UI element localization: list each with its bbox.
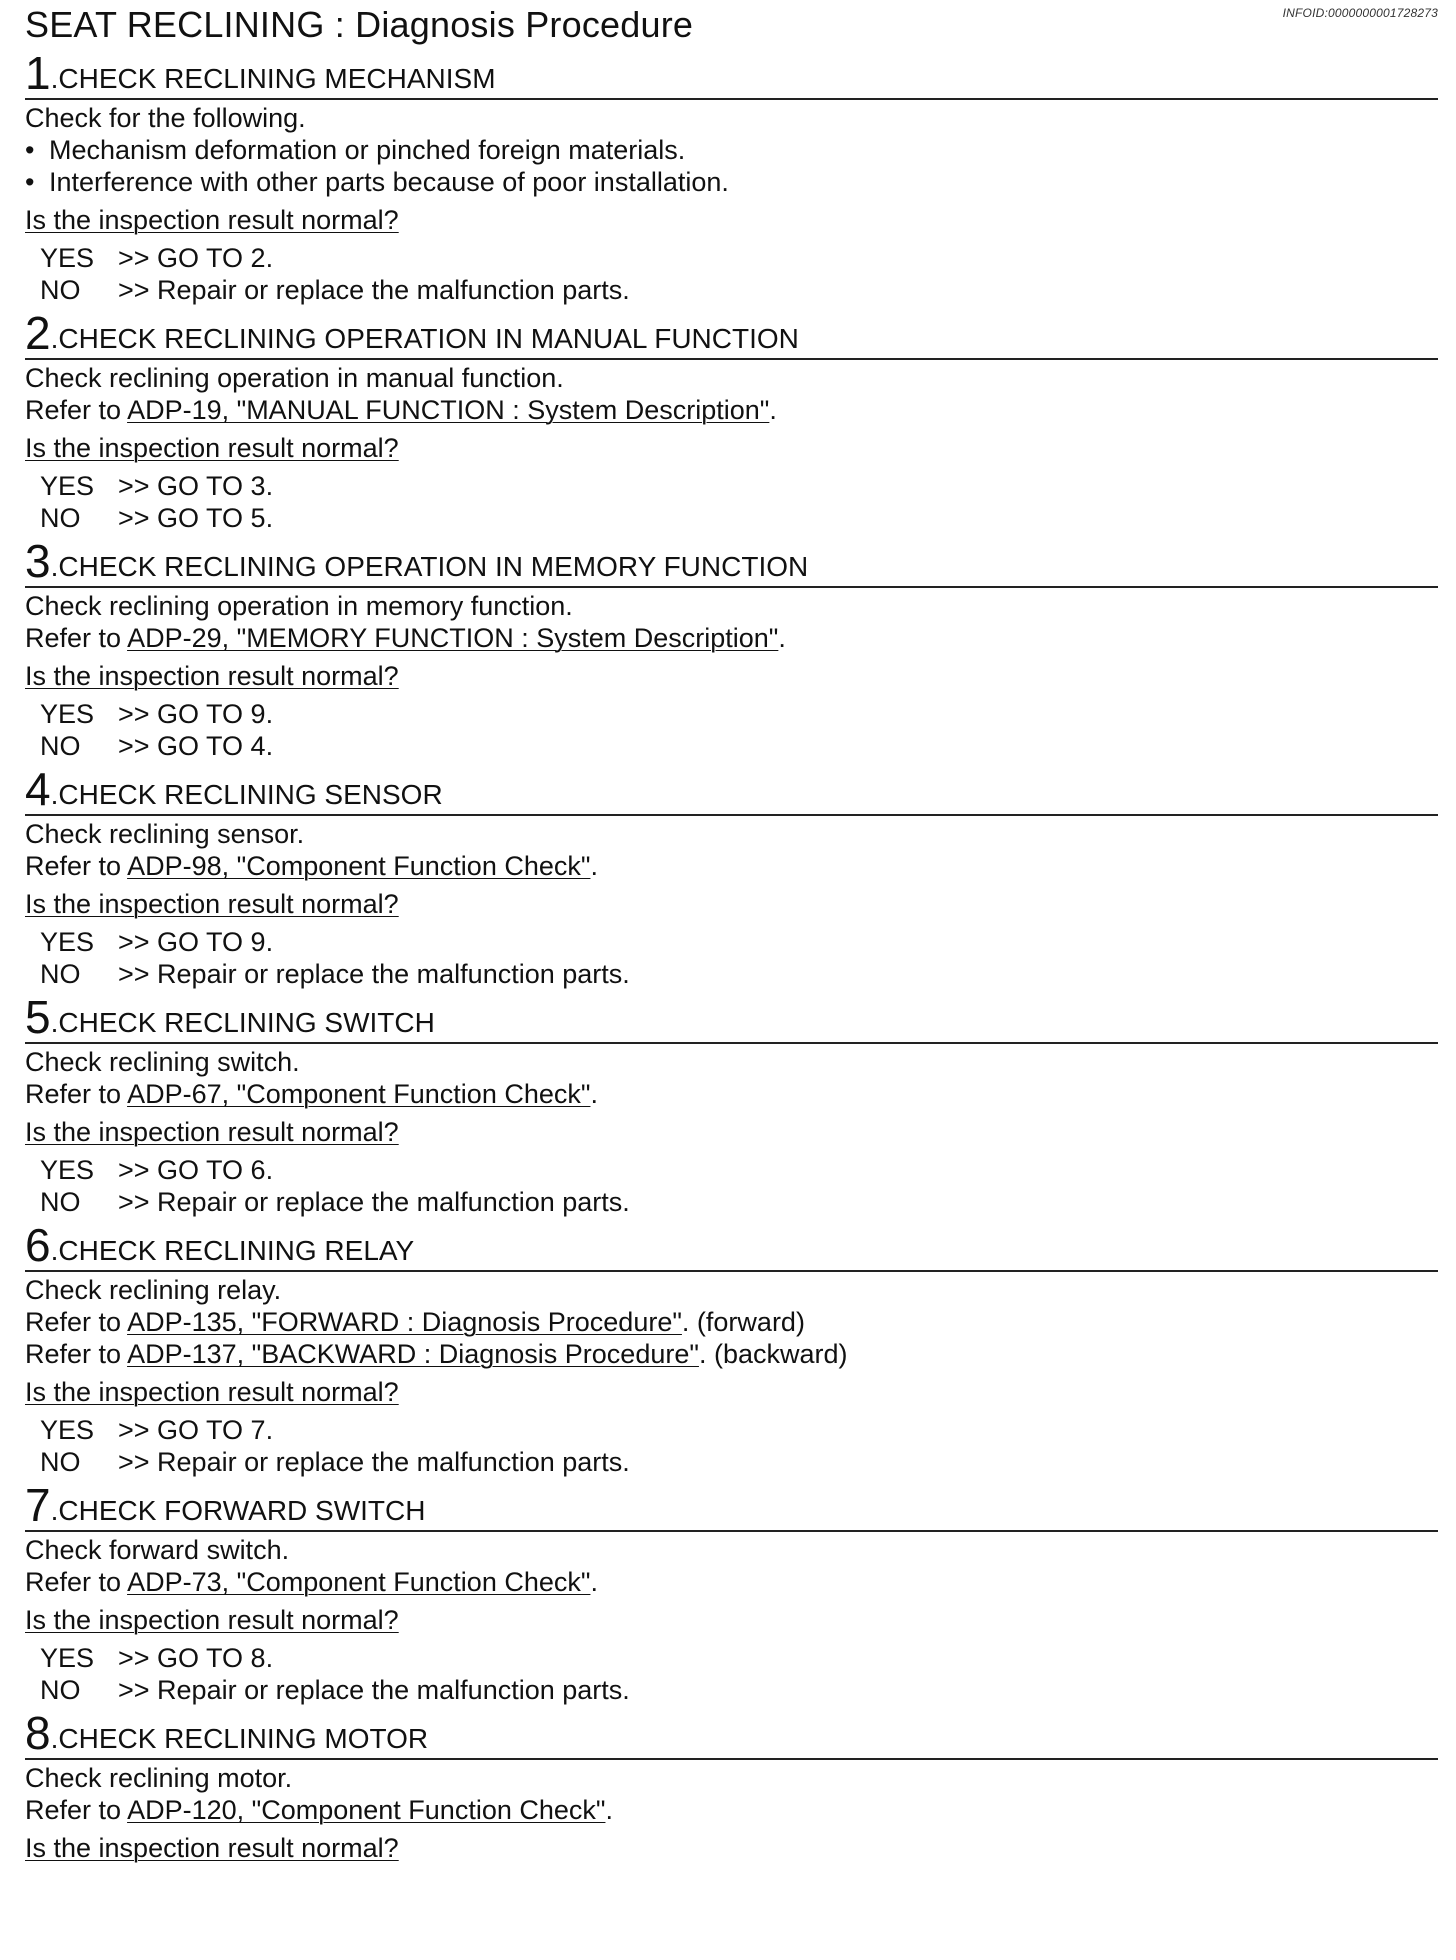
step-body <box>25 1044 1438 1218</box>
step-dot: . <box>50 1007 59 1038</box>
reference-line <box>25 394 1438 426</box>
reference-line <box>25 622 1438 654</box>
inspection-question: Is the inspection result normal? <box>25 661 399 691</box>
inspection-question: Is the inspection result normal? <box>25 889 399 919</box>
step-header <box>25 1218 1438 1272</box>
step-title: CHECK RECLINING SWITCH <box>58 1007 435 1038</box>
info-id: INFOID:0000000001728273 <box>1282 6 1438 20</box>
answer-yes <box>25 1642 1438 1674</box>
answers <box>25 698 1438 762</box>
reference-line <box>25 1078 1438 1110</box>
answer-yes <box>25 926 1438 958</box>
answer-key: NO <box>40 959 81 989</box>
reference-line <box>25 1338 1438 1370</box>
answer-action: >> GO TO 7. <box>118 1415 274 1445</box>
answer-action: >> GO TO 6. <box>118 1155 274 1185</box>
step-title: CHECK RECLINING OPERATION IN MANUAL FUNCTION <box>58 323 799 354</box>
step-6 <box>25 1218 1438 1478</box>
answers <box>25 926 1438 990</box>
step-3 <box>25 534 1438 762</box>
ref-link[interactable]: ADP-98, "Component Function Check" <box>127 851 591 881</box>
step-body <box>25 1532 1438 1706</box>
step-body <box>25 1272 1438 1478</box>
step-intro: Check reclining motor. <box>25 1763 293 1793</box>
ref-prefix: Refer to <box>25 1307 128 1337</box>
inspection-question: Is the inspection result normal? <box>25 1833 399 1863</box>
ref-suffix: . <box>769 395 777 425</box>
answer-yes <box>25 698 1438 730</box>
answer-no <box>25 730 1438 762</box>
step-title: CHECK RECLINING MECHANISM <box>58 63 496 94</box>
answer-key: NO <box>40 1187 81 1217</box>
answer-action: >> Repair or replace the malfunction parts. <box>118 1675 630 1705</box>
answers <box>25 470 1438 534</box>
answer-action: >> GO TO 5. <box>118 503 274 533</box>
answer-key: YES <box>40 471 95 501</box>
step-2 <box>25 306 1438 534</box>
step-dot: . <box>50 1495 59 1526</box>
bullet-icon: • <box>25 167 35 197</box>
ref-suffix: . <box>605 1795 613 1825</box>
bullet-item <box>25 134 1438 166</box>
ref-suffix: . <box>590 851 598 881</box>
step-7 <box>25 1478 1438 1706</box>
answer-no <box>25 1186 1438 1218</box>
step-title: CHECK RECLINING MOTOR <box>58 1723 429 1754</box>
answer-no <box>25 274 1438 306</box>
answer-action: >> Repair or replace the malfunction parts. <box>118 959 630 989</box>
document-page <box>25 4 1438 1864</box>
step-body <box>25 100 1438 306</box>
step-title: CHECK RECLINING OPERATION IN MEMORY FUNCTION <box>58 551 809 582</box>
step-header <box>25 990 1438 1044</box>
step-header <box>25 534 1438 588</box>
answer-no <box>25 1674 1438 1706</box>
answer-yes <box>25 242 1438 274</box>
step-1 <box>25 46 1438 306</box>
bullet-text: Mechanism deformation or pinched foreign materials. <box>49 135 686 165</box>
answer-action: >> Repair or replace the malfunction parts. <box>118 275 630 305</box>
answer-action: >> GO TO 8. <box>118 1643 274 1673</box>
step-header <box>25 1706 1438 1760</box>
ref-prefix: Refer to <box>25 1339 128 1369</box>
answer-key: YES <box>40 243 95 273</box>
step-intro: Check reclining relay. <box>25 1275 282 1305</box>
ref-suffix: . <box>590 1567 598 1597</box>
step-intro: Check reclining switch. <box>25 1047 300 1077</box>
step-body <box>25 360 1438 534</box>
answer-key: NO <box>40 1447 81 1477</box>
answer-key: YES <box>40 1155 95 1185</box>
bullet-icon: • <box>25 135 35 165</box>
answer-action: >> GO TO 4. <box>118 731 274 761</box>
step-header <box>25 1478 1438 1532</box>
inspection-question: Is the inspection result normal? <box>25 205 399 235</box>
step-8 <box>25 1706 1438 1864</box>
step-dot: . <box>50 1723 59 1754</box>
inspection-question: Is the inspection result normal? <box>25 1605 399 1635</box>
answer-no <box>25 1446 1438 1478</box>
reference-line <box>25 1566 1438 1598</box>
step-body <box>25 816 1438 990</box>
answer-key: NO <box>40 1675 81 1705</box>
inspection-question: Is the inspection result normal? <box>25 1377 399 1407</box>
step-number: 8 <box>25 1707 51 1759</box>
step-intro: Check forward switch. <box>25 1535 290 1565</box>
step-4 <box>25 762 1438 990</box>
step-5 <box>25 990 1438 1218</box>
step-dot: . <box>50 1235 59 1266</box>
answer-key: YES <box>40 1643 95 1673</box>
page-title: SEAT RECLINING : Diagnosis Procedure <box>25 4 694 45</box>
step-number: 1 <box>25 47 51 99</box>
step-dot: . <box>50 63 59 94</box>
answer-action: >> GO TO 9. <box>118 699 274 729</box>
step-intro: Check reclining operation in manual function. <box>25 363 564 393</box>
step-dot: . <box>50 551 59 582</box>
answer-key: YES <box>40 927 95 957</box>
ref-prefix: Refer to <box>25 851 128 881</box>
answer-key: YES <box>40 1415 95 1445</box>
answers <box>25 1642 1438 1706</box>
step-dot: . <box>50 323 59 354</box>
step-intro: Check reclining sensor. <box>25 819 305 849</box>
step-body <box>25 588 1438 762</box>
ref-suffix: . (backward) <box>698 1339 848 1369</box>
ref-link[interactable]: ADP-67, "Component Function Check" <box>127 1079 591 1109</box>
step-title: CHECK FORWARD SWITCH <box>58 1495 426 1526</box>
step-number: 3 <box>25 535 51 587</box>
answer-action: >> GO TO 9. <box>118 927 274 957</box>
answer-key: NO <box>40 503 81 533</box>
inspection-question: Is the inspection result normal? <box>25 1117 399 1147</box>
inspection-question: Is the inspection result normal? <box>25 433 399 463</box>
answer-action: >> Repair or replace the malfunction parts. <box>118 1447 630 1477</box>
answer-key: NO <box>40 275 81 305</box>
ref-prefix: Refer to <box>25 623 128 653</box>
answer-action: >> GO TO 2. <box>118 243 274 273</box>
step-dot: . <box>50 779 59 810</box>
step-number: 4 <box>25 763 51 815</box>
answers <box>25 1154 1438 1218</box>
answer-yes <box>25 1154 1438 1186</box>
step-intro: Check for the following. <box>25 103 306 133</box>
step-intro: Check reclining operation in memory function. <box>25 591 573 621</box>
step-header <box>25 762 1438 816</box>
ref-prefix: Refer to <box>25 1795 128 1825</box>
answer-key: NO <box>40 731 81 761</box>
ref-link[interactable]: ADP-19, "MANUAL FUNCTION : System Description" <box>127 395 770 425</box>
answer-yes <box>25 470 1438 502</box>
answers <box>25 242 1438 306</box>
ref-prefix: Refer to <box>25 395 128 425</box>
step-number: 2 <box>25 307 51 359</box>
ref-suffix: . (forward) <box>681 1307 805 1337</box>
step-body <box>25 1760 1438 1864</box>
answers <box>25 1414 1438 1478</box>
ref-link[interactable]: ADP-73, "Component Function Check" <box>127 1567 591 1597</box>
bullet-item <box>25 166 1438 198</box>
step-number: 7 <box>25 1479 51 1531</box>
step-header <box>25 46 1438 100</box>
answer-yes <box>25 1414 1438 1446</box>
answer-action: >> Repair or replace the malfunction parts. <box>118 1187 630 1217</box>
ref-suffix: . <box>590 1079 598 1109</box>
step-number: 6 <box>25 1219 51 1271</box>
step-title: CHECK RECLINING SENSOR <box>58 779 443 810</box>
answer-no <box>25 958 1438 990</box>
ref-prefix: Refer to <box>25 1079 128 1109</box>
reference-line <box>25 850 1438 882</box>
step-header <box>25 306 1438 360</box>
ref-link[interactable]: ADP-120, "Component Function Check" <box>127 1795 606 1825</box>
answer-no <box>25 502 1438 534</box>
ref-link[interactable]: ADP-137, "BACKWARD : Diagnosis Procedure" <box>127 1339 699 1369</box>
step-title: CHECK RECLINING RELAY <box>58 1235 415 1266</box>
reference-line <box>25 1794 1438 1826</box>
ref-prefix: Refer to <box>25 1567 128 1597</box>
ref-link[interactable]: ADP-135, "FORWARD : Diagnosis Procedure" <box>127 1307 682 1337</box>
bullet-text: Interference with other parts because of poor installation. <box>49 167 729 197</box>
ref-suffix: . <box>778 623 786 653</box>
ref-link[interactable]: ADP-29, "MEMORY FUNCTION : System Description" <box>127 623 779 653</box>
reference-line <box>25 1306 1438 1338</box>
answer-action: >> GO TO 3. <box>118 471 274 501</box>
step-number: 5 <box>25 991 51 1043</box>
answer-key: YES <box>40 699 95 729</box>
